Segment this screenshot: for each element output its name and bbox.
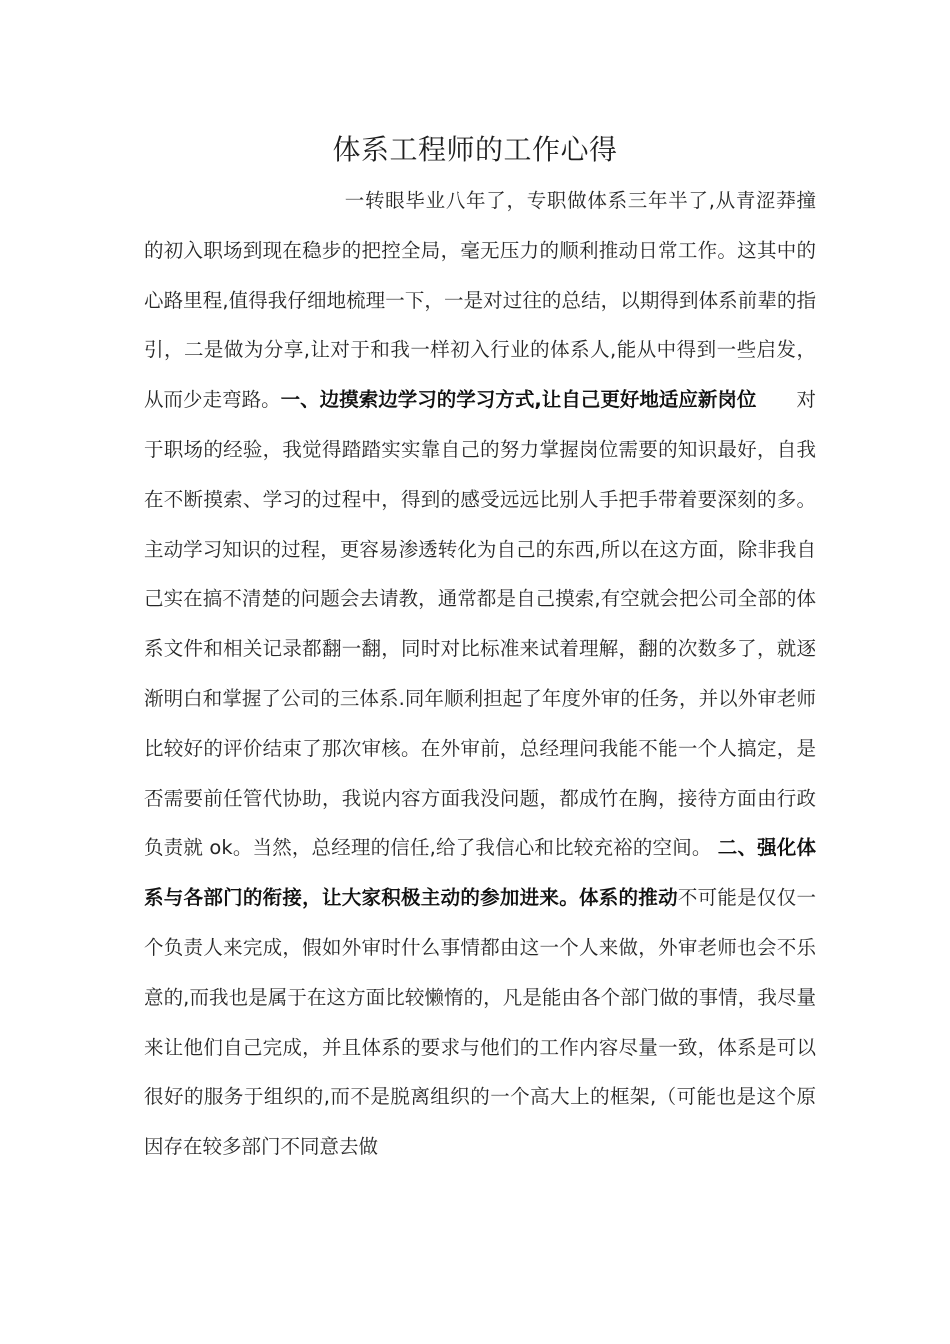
document-body xyxy=(144,176,816,1172)
section-2-heading: 二、强化体系与各部门的衔接，让大家积极主动的参加进来。体系的推动 xyxy=(144,836,816,910)
document-title: 体系工程师的工作心得 xyxy=(332,133,618,166)
intro-paragraph: 一转眼毕业八年了，专职做体系三年半了,从青涩莽撞的初入职场到现在稳步的把控全局，毫无压力的顺利推动日常工作。这其中的心路里程,值得我仔细地梳理一下，一是对过往的总结，以期得到体系前辈的指引，二是做为分享,让对于和我一样初入行业的体系人,能从中得到一些启发，从而少走弯路。 xyxy=(144,189,816,412)
section-1-body: 对于职场的经验，我觉得踏踏实实靠自己的努力掌握岗位需要的知识最好，自我在不断摸索、学习的过程中，得到的感受远远比别人手把手带着要深刻的多。主动学习知识的过程，更容易渗透转化为自己的东西,所以在这方面，除非我自己实在搞不清楚的问题会去请教，通常都是自己摸索,有空就会把公司全部的体系文件和相关记录都翻一翻，同时对比标准来试着理解，翻的次数多了，就逐渐明白和掌握了公司的三体系.同年顺利担起了年度外审的任务，并以外审老师比较好的评价结束了那次审核。在外审前，总经理问我能不能一个人搞定，是否需要前任管代协助，我说内容方面我没问题，都成竹在胸，接待方面由行政负责就 ok。当然，总经理的信任,给了我信心和比较充裕的空间。 xyxy=(144,388,816,860)
section-1-heading: 一、边摸索边学习的学习方式,让自己更好地适应新岗位 xyxy=(280,388,757,412)
section-2-body: 不可能是仅仅一个负责人来完成，假如外审时什么事情都由这一个人来做，外审老师也会不乐意的,而我也是属于在这方面比较懒惰的，凡是能由各个部门做的事情，我尽量来让他们自己完成，并且体系的要求与他们的工作内容尽量一致，体系是可以很好的服务于组织的,而不是脱离组织的一个高大上的框架,（可能也是这个原因存在较多部门不同意去做 xyxy=(144,886,816,1159)
